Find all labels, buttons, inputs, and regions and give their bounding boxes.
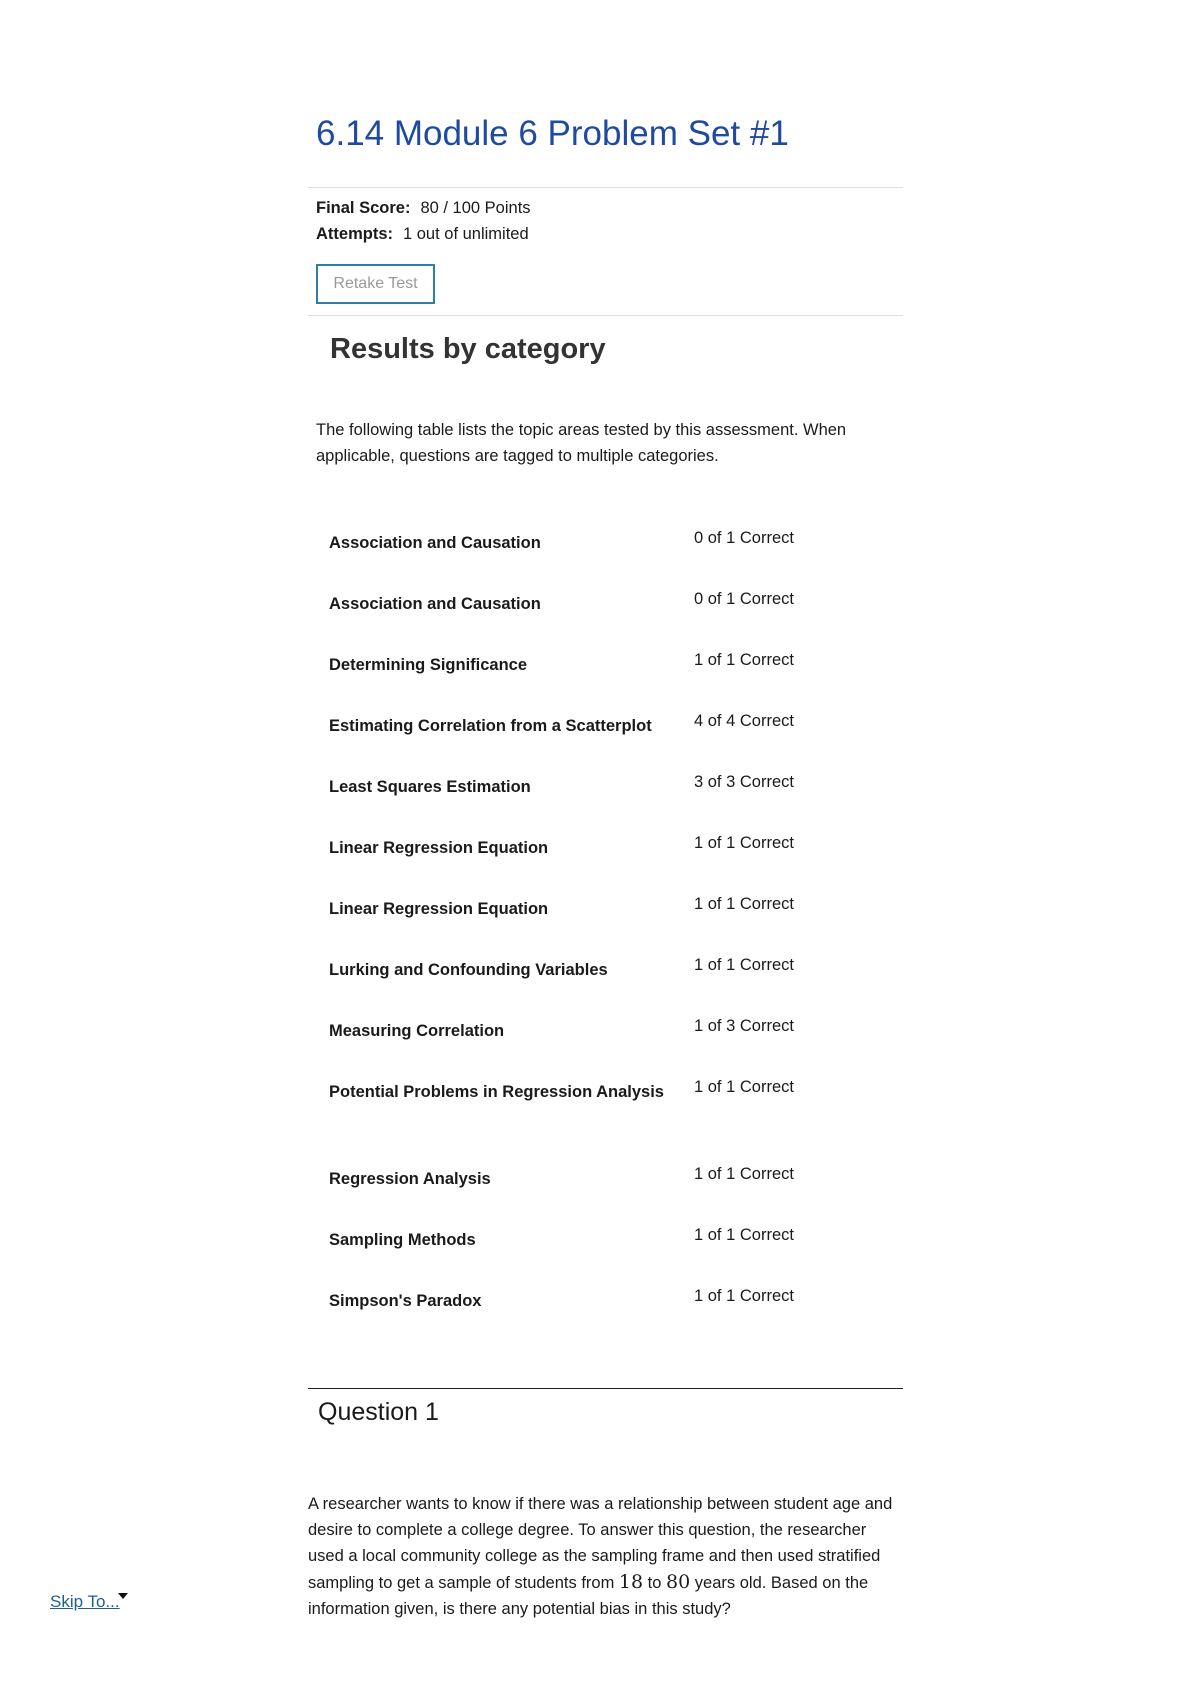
- category-row: [329, 579, 889, 640]
- category-name: Measuring Correlation: [329, 1022, 505, 1040]
- category-score: 1 of 1 Correct: [694, 895, 794, 913]
- attempts-value: 1 out of unlimited: [403, 225, 529, 243]
- category-score: 1 of 1 Correct: [694, 1165, 794, 1183]
- final-score-value: 80 / 100 Points: [420, 199, 531, 217]
- category-score: 1 of 1 Correct: [694, 651, 794, 669]
- category-name: Association and Causation: [329, 534, 541, 552]
- skip-to-link[interactable]: Skip To...: [50, 1592, 120, 1611]
- category-row: [329, 1006, 889, 1067]
- category-row: [329, 701, 889, 762]
- age-min: 18: [618, 1571, 644, 1593]
- question-text-part3: years old. Based on the information given, is there any potential bias in this study?: [308, 1574, 869, 1618]
- category-name: Estimating Correlation from a Scatterplot: [329, 717, 652, 735]
- category-results-table: [329, 518, 889, 1337]
- category-score: 0 of 1 Correct: [694, 529, 794, 547]
- question-text-part1: A researcher wants to know if there was a relationship between student age and desire to complete a college degree. To answer this question, the researcher used a local community college as the sampling frame and then used stratified sampling to get a sample of students from: [308, 1495, 893, 1592]
- summary-divider: [308, 315, 903, 316]
- results-intro: The following table lists the topic areas tested by this assessment. When applicable, questions are tagged to multiple categories.: [316, 421, 847, 465]
- category-score: 0 of 1 Correct: [694, 590, 794, 608]
- category-name: Least Squares Estimation: [329, 778, 531, 796]
- category-row: [329, 640, 889, 701]
- category-score: 4 of 4 Correct: [694, 712, 794, 730]
- category-name: Sampling Methods: [329, 1231, 476, 1249]
- category-row: [329, 1276, 889, 1337]
- category-name: Regression Analysis: [329, 1170, 491, 1188]
- category-score: 1 of 1 Correct: [694, 834, 794, 852]
- category-row: [329, 945, 889, 1006]
- category-name: Lurking and Confounding Variables: [329, 961, 608, 979]
- final-score: [316, 199, 531, 218]
- final-score-label: Final Score:: [316, 199, 411, 217]
- age-max: 80: [666, 1571, 691, 1593]
- category-name: Determining Significance: [329, 656, 528, 674]
- category-score: 1 of 3 Correct: [694, 1017, 794, 1035]
- category-row: [329, 884, 889, 945]
- category-name: Association and Causation: [329, 595, 541, 613]
- attempts-label: Attempts:: [316, 225, 393, 243]
- category-name: Linear Regression Equation: [329, 900, 549, 918]
- attempts: [316, 225, 529, 244]
- category-row: [329, 518, 889, 579]
- results-by-category-heading: Results by category: [330, 333, 606, 365]
- page-title: 6.14 Module 6 Problem Set #1: [316, 114, 789, 153]
- retake-test-button[interactable]: Retake Test: [316, 264, 435, 304]
- category-row: [329, 823, 889, 884]
- category-row: [329, 1154, 889, 1215]
- category-score: 1 of 1 Correct: [694, 1078, 794, 1096]
- category-score: 1 of 1 Correct: [694, 956, 794, 974]
- category-score: 3 of 3 Correct: [694, 773, 794, 791]
- category-score: 1 of 1 Correct: [694, 1226, 794, 1244]
- question-divider: [308, 1388, 903, 1389]
- caret-down-icon[interactable]: [118, 1593, 128, 1599]
- category-name: Linear Regression Equation: [329, 839, 549, 857]
- category-name: Potential Problems in Regression Analysis: [329, 1083, 664, 1101]
- category-score: 1 of 1 Correct: [694, 1287, 794, 1305]
- title-divider: [308, 187, 903, 188]
- question-text-part2: to: [643, 1574, 667, 1592]
- category-name: Simpson's Paradox: [329, 1292, 482, 1310]
- question-title: Question 1: [318, 1398, 439, 1426]
- category-row: [329, 1215, 889, 1276]
- category-row: [329, 762, 889, 823]
- category-row: [329, 1067, 889, 1154]
- question-text: [308, 1491, 903, 1622]
